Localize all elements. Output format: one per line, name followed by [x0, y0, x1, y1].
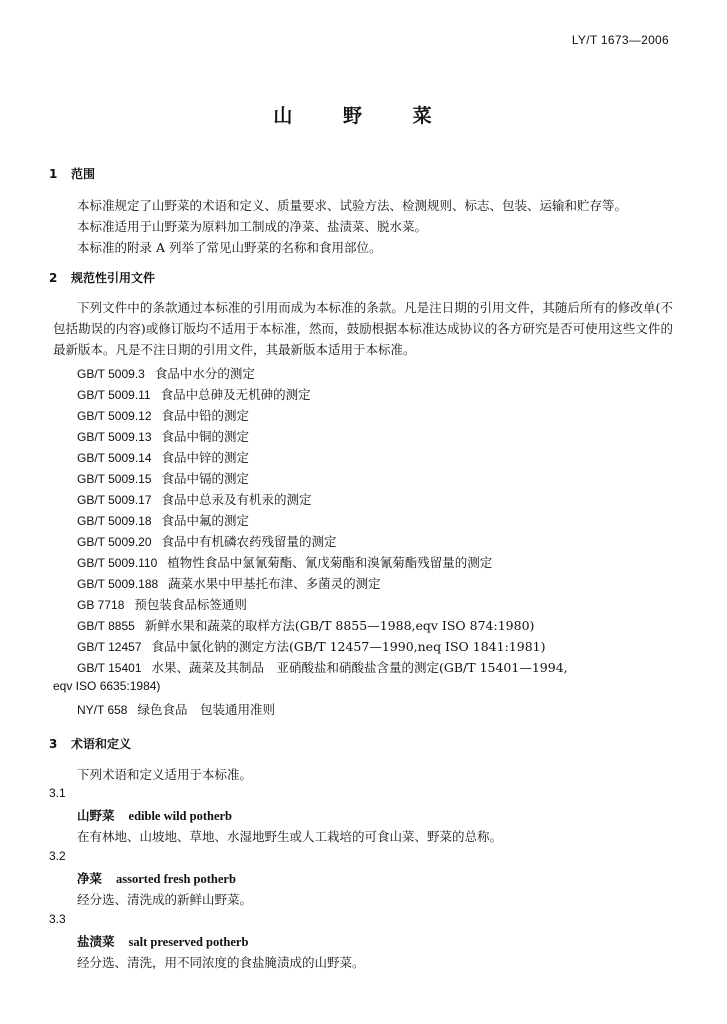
section-title: 术语和定义: [71, 737, 132, 751]
section-number: 3: [49, 737, 58, 751]
reference-code: GB 7718: [77, 598, 125, 612]
term-definition: 经分选、清洗，用不同浓度的食盐腌渍成的山野菜。: [77, 955, 365, 970]
terms-intro-paragraph: 下列术语和定义适用于本标准。: [77, 767, 253, 782]
reference-code: GB/T 5009.12: [77, 409, 152, 423]
reference-item: [77, 364, 255, 382]
reference-title: 食品中水分的测定: [154, 366, 255, 381]
reference-item: [77, 427, 249, 445]
reference-title: 绿色食品 包装通用准则: [137, 702, 275, 717]
section-heading-terms: [49, 735, 131, 752]
reference-item: [77, 616, 534, 634]
term-english: salt preserved potherb: [128, 935, 249, 949]
term-number: 3.2: [49, 849, 66, 863]
reference-code: GB/T 5009.11: [77, 388, 151, 402]
reference-title: 植物性食品中氯氰菊酯、氰戊菊酯和溴氰菊酯残留量的测定: [167, 555, 493, 570]
reference-title: 预包装食品标签通则: [134, 597, 247, 612]
section-title: 规范性引用文件: [71, 271, 156, 285]
reference-title: 食品中铜的测定: [161, 429, 250, 444]
reference-continuation: eqv ISO 6635:1984): [53, 679, 161, 693]
reference-item: [77, 406, 249, 424]
reference-title: 食品中镉的测定: [161, 471, 250, 486]
reference-item: [77, 595, 247, 613]
section-heading-normative-references: [49, 269, 155, 286]
reference-title: 食品中总汞及有机汞的测定: [161, 492, 312, 507]
reference-title: 食品中氯化钠的测定方法(GB/T 12457—1990,neq ISO 1841:1981): [151, 639, 546, 654]
document-code: LY/T 1673—2006: [571, 33, 669, 47]
term-chinese: 净菜: [77, 871, 103, 886]
term-heading: [77, 806, 232, 824]
reference-code: NY/T 658: [77, 703, 128, 717]
reference-code: GB/T 15401: [77, 661, 142, 675]
reference-code: GB/T 5009.17: [77, 493, 152, 507]
reference-item: [77, 574, 381, 592]
reference-title: 食品中总砷及无机砷的测定: [160, 387, 311, 402]
term-english: edible wild potherb: [128, 809, 233, 823]
reference-code: GB/T 5009.188: [77, 577, 159, 591]
term-heading: [77, 932, 248, 950]
reference-item: [77, 490, 312, 508]
term-heading: [77, 869, 236, 887]
reference-code: GB/T 5009.20: [77, 535, 152, 549]
term-english: assorted fresh potherb: [116, 872, 236, 886]
section-heading-scope: [49, 165, 95, 182]
term-number: 3.1: [49, 786, 66, 800]
reference-item: [77, 700, 275, 718]
reference-title: 食品中铅的测定: [161, 408, 250, 423]
reference-item: [77, 469, 249, 487]
reference-code: GB/T 12457: [77, 640, 142, 654]
scope-paragraph-2: 本标准适用于山野菜为原料加工制成的净菜、盐渍菜、脱水菜。: [77, 219, 428, 234]
reference-code: GB/T 5009.110: [77, 556, 158, 570]
reference-item: [77, 511, 249, 529]
reference-code: GB/T 8855: [77, 619, 135, 633]
term-definition: 在有林地、山坡地、草地、水湿地野生或人工栽培的可食山菜、野菜的总称。: [77, 829, 503, 844]
normative-intro-paragraph: 下列文件中的条款通过本标准的引用而成为本标准的条款。凡是注日期的引用文件，其随后所有的修改单(不包括勘误的内容)或修订版均不适用于本标准，然而，鼓励根据本标准达成协议的各方研究是否可使用这些文件的最新版本。凡是不注日期的引用文件，其最新版本适用于本标准。: [53, 300, 673, 357]
scope-paragraph-1: 本标准规定了山野菜的术语和定义、质量要求、试验方法、检测规则、标志、包装、运输和贮存等。: [77, 198, 628, 213]
section-title: 范围: [71, 167, 96, 181]
term-chinese: 盐渍菜: [77, 934, 115, 949]
term-definition: 经分选、清洗成的新鲜山野菜。: [77, 892, 253, 907]
reference-title: 食品中氟的测定: [161, 513, 250, 528]
term-chinese: 山野菜: [77, 808, 115, 823]
reference-item: [77, 532, 337, 550]
page-title: 山 野 菜: [273, 105, 454, 127]
reference-item: [77, 553, 492, 571]
scope-paragraph-3: 本标准的附录 A 列举了常见山野菜的名称和食用部位。: [77, 240, 382, 255]
reference-code: GB/T 5009.18: [77, 514, 152, 528]
reference-title: 食品中锌的测定: [161, 450, 250, 465]
reference-title: 新鲜水果和蔬菜的取样方法(GB/T 8855—1988,eqv ISO 874:1980): [144, 618, 535, 633]
term-number: 3.3: [49, 912, 66, 926]
section-number: 1: [49, 167, 58, 181]
reference-title: 食品中有机磷农药残留量的测定: [161, 534, 337, 549]
reference-code: GB/T 5009.14: [77, 451, 152, 465]
reference-code: GB/T 5009.15: [77, 472, 152, 486]
reference-code: GB/T 5009.3: [77, 367, 145, 381]
reference-code: GB/T 5009.13: [77, 430, 152, 444]
reference-title: 蔬菜水果中甲基托布津、多菌灵的测定: [168, 576, 381, 591]
reference-title: 水果、蔬菜及其制品 亚硝酸盐和硝酸盐含量的测定(GB/T 15401—1994,: [151, 660, 568, 675]
section-number: 2: [49, 271, 58, 285]
reference-item: [77, 637, 545, 655]
reference-item: [77, 658, 568, 676]
reference-item: [77, 385, 311, 403]
reference-item: [77, 448, 249, 466]
